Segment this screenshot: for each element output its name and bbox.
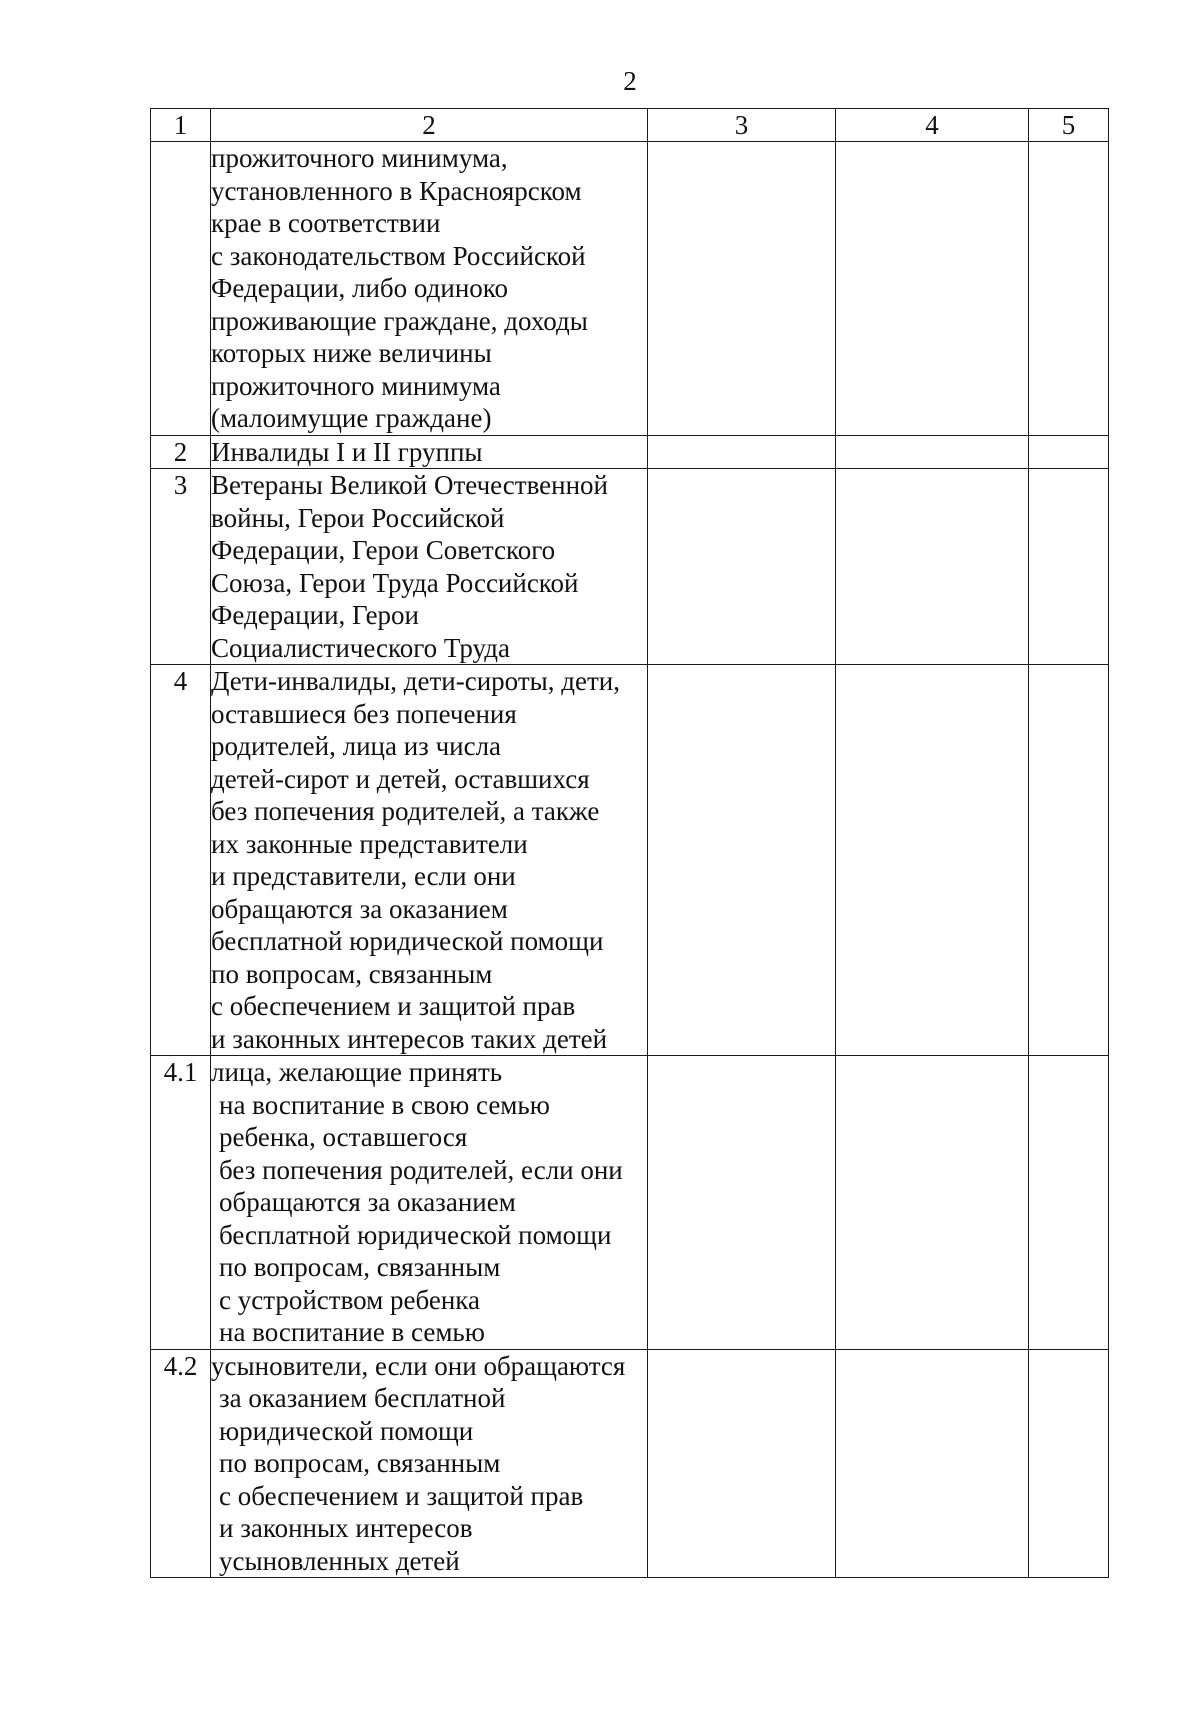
column-header-5: 5 [1029, 109, 1109, 142]
column-5-cell [1029, 1349, 1109, 1578]
category-description [211, 469, 648, 665]
description-line: детей-сирот и детей, оставшихся [211, 763, 590, 794]
description-line: с обеспечением и защитой прав [219, 1480, 584, 1511]
table-row [151, 142, 1109, 436]
column-5-cell [1029, 665, 1109, 1056]
category-description [211, 1056, 648, 1350]
description-line: проживающие граждане, доходы [211, 305, 588, 336]
category-description [211, 665, 648, 1056]
category-description [211, 142, 648, 436]
description-line: по вопросам, связанным [211, 958, 493, 989]
description-line: на воспитание в семью [219, 1317, 485, 1347]
column-3-cell [648, 142, 836, 436]
description-line: Федерации, Герои Советского [211, 535, 556, 565]
column-header-4: 4 [836, 109, 1029, 142]
description-line: юридической помощи [219, 1415, 474, 1446]
description-line: лица, желающие принять [211, 1057, 503, 1087]
description-line: усыновленных детей [219, 1545, 460, 1576]
description-line: по вопросам, связанным [219, 1448, 501, 1478]
beneficiaries-table [150, 108, 1109, 1578]
description-line: обращаются за оказанием [219, 1187, 516, 1217]
table-row [151, 1056, 1109, 1350]
description-line: установленного в Красноярском [211, 175, 582, 206]
column-5-cell [1029, 469, 1109, 665]
description-line: по вопросам, связанным [219, 1252, 501, 1282]
column-4-cell [836, 469, 1029, 665]
description-line: Дети-инвалиды, дети-сироты, дети, [211, 666, 620, 696]
description-line: крае в соответствии [211, 208, 441, 238]
column-3-cell [648, 1349, 836, 1578]
column-4-cell [836, 1056, 1029, 1350]
column-4-cell [836, 1349, 1029, 1578]
row-number: 4.1 [151, 1056, 211, 1350]
column-3-cell [648, 469, 836, 665]
column-5-cell [1029, 1056, 1109, 1350]
description-line: Инвалиды I и II группы [211, 436, 483, 467]
row-number: 3 [151, 469, 211, 665]
description-line: (малоимущие граждане) [211, 403, 492, 433]
description-line: за оказанием бесплатной [219, 1383, 506, 1413]
description-line: бесплатной юридической помощи [219, 1219, 612, 1250]
description-line: родителей, лица из числа [211, 731, 502, 761]
description-line: с устройством ребенка [219, 1284, 480, 1315]
column-5-cell [1029, 435, 1109, 469]
category-description [211, 1349, 648, 1578]
description-line: и представители, если они [211, 861, 516, 891]
column-5-cell [1029, 142, 1109, 436]
row-number: 4.2 [151, 1349, 211, 1578]
table-row [151, 435, 1109, 469]
row-number: 4 [151, 665, 211, 1056]
table-row [151, 665, 1109, 1056]
description-line: без попечения родителей, если они [219, 1154, 623, 1185]
description-line: которых ниже величины [211, 338, 492, 368]
column-3-cell [648, 665, 836, 1056]
description-line: прожиточного минимума, [211, 143, 508, 173]
description-line: прожиточного минимума [211, 370, 501, 401]
description-line: оставшиеся без попечения [211, 698, 517, 729]
description-line: их законные представители [211, 828, 528, 859]
description-line: войны, Герои Российской [211, 502, 505, 533]
description-line: Федерации, Герои [211, 600, 419, 630]
table-row [151, 469, 1109, 665]
description-line: бесплатной юридической помощи [211, 926, 604, 956]
row-number: 2 [151, 435, 211, 469]
column-4-cell [836, 665, 1029, 1056]
description-line: и законных интересов таких детей [211, 1023, 608, 1054]
column-4-cell [836, 142, 1029, 436]
column-4-cell [836, 435, 1029, 469]
column-header-2: 2 [211, 109, 648, 142]
column-header-1: 1 [151, 109, 211, 142]
description-line: обращаются за оказанием [211, 893, 508, 924]
table-row [151, 1349, 1109, 1578]
description-line: Социалистического Труда [211, 632, 511, 663]
description-line: с законодательством Российской [211, 240, 586, 271]
description-line: и законных интересов [219, 1513, 473, 1543]
column-3-cell [648, 435, 836, 469]
category-description [211, 435, 648, 469]
description-line: с обеспечением и защитой прав [211, 991, 576, 1021]
column-header-3: 3 [648, 109, 836, 142]
description-line: Ветераны Великой Отечественной [211, 470, 609, 500]
description-line: без попечения родителей, а также [211, 796, 600, 826]
description-line: на воспитание в свою семью [219, 1089, 550, 1120]
description-line: ребенка, оставшегося [219, 1122, 468, 1152]
page-number: 2 [623, 66, 637, 96]
table-header-row [151, 109, 1109, 142]
description-line: Федерации, либо одиноко [211, 273, 509, 303]
description-line: Союза, Герои Труда Российской [211, 567, 579, 598]
row-number [151, 142, 211, 436]
description-line: усыновители, если они обращаются [211, 1350, 626, 1381]
column-3-cell [648, 1056, 836, 1350]
